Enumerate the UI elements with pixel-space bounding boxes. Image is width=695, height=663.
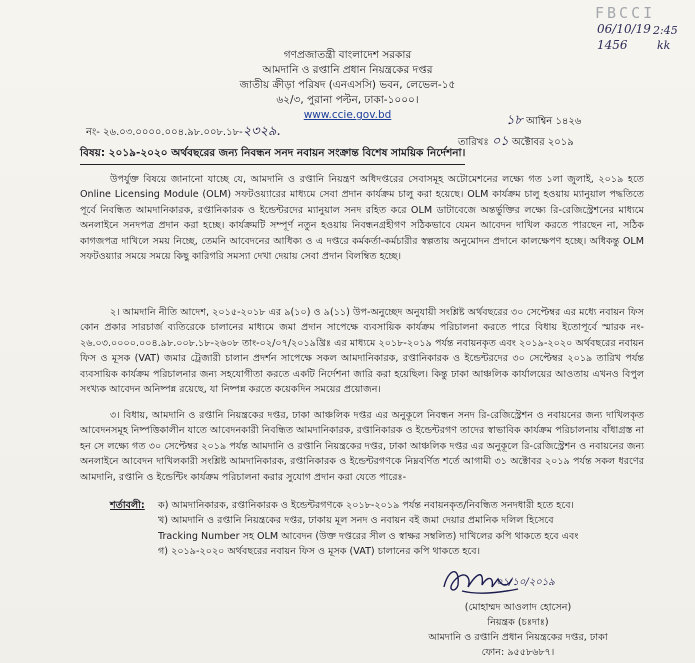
paragraph-2: ২। আমদানি নীতি আদেশ, ২০১৫-২০১৮ এর ৯(১০) ও ৯(১১) উপ-অনুচ্ছেদ অনুযায়ী সংশ্লিষ্ট অর্থবছরের ৩০ সেপ্টেম্বর এর মধ্যে নবায়ন ফিস কোন প্রকার সারচার্জ ব্যতিরেকে চালানের মাধ্যমে জমা প্রদান সাপেক্ষে ব্যবসায়িক কার্যক্রম পরিচালনা করতে পারে বিধায় ইতোপূর্বে স্মারক নং- ২৬.০৩.০০০০.০০৪.৯৮.০০৮.১৮-২৬০৮ তাং-০২/০৭/২০১৯খ্রিঃ এর মাধ্যমে ২০১৮-২০১৯ পর্যন্ত নবায়নকৃত এবং ২০১৯-২০২০ অর্থবছরের নবায়ন ফিস ও মূসক (VAT) জমার ট্রেজারী চালান প্রদর্শন সাপেক্ষে সকল আমদানিকারক, রপ্তানিকারক ও ইন্ডেন্টরদের ৩০ সেপ্টেম্বর ২০১৯ তারিখ পর্যন্ত ব্যবসায়িক কার্যক্রম পরিচালনার জন্য সহযোগীতা করতে একটি নির্দেশনা জারি করা হয়েছিল। কিন্তু ঢাকা আঞ্চলিক কার্যালয়ের আওতায় এখনও বিপুল সংখ্যক আবেদন অনিষ্পন্ন রয়েছে, যা নিষ্পন্ন করতে কয়েকদিন সময়ের প্রয়োজন। bbox=[80, 307, 644, 396]
condition-item: খ) আমদানি ও রপ্তানি নিয়ন্ত্রকের দপ্তর, ঢাকায় মূল সনদ ও নবায়ন বই জমা দেয়ার প্রমানিক দলিল হিসেবে bbox=[158, 515, 554, 527]
date-block bbox=[458, 111, 598, 153]
bangla-month: আশ্বিন ১৪২৬ bbox=[526, 116, 582, 127]
english-month: অক্টোবর ২০১৯ bbox=[511, 137, 574, 148]
header-line-4: ৬২/৩, পুরানা পল্টন, ঢাকা-১০০০। bbox=[276, 94, 419, 106]
condition-item: ক) আমদানিকারক, রপ্তানিকারক ও ইন্ডেন্টরগণকে ২০১৮-২০১৯ পর্যন্ত নবায়নকৃত/নিবন্ধিত সনদধারী হতে হবে। bbox=[158, 500, 574, 511]
stamp-time: 2:45 bbox=[653, 24, 678, 37]
memo-number-handwritten: ২৩২৯. bbox=[242, 124, 281, 139]
condition-item: Tracking Number সহ OLM আবেদন (উক্ত দপ্তরের সীল ও স্বাক্ষর সম্বলিত) দাখিলের কপি থাকতে হবে এবং bbox=[158, 530, 579, 542]
header-line-2: আমদানি ও রপ্তানি প্রধান নিয়ন্ত্রকের দপ্তর bbox=[262, 64, 433, 76]
stamp-org: FBCCI bbox=[595, 4, 656, 22]
paragraph-3: ৩। বিধায়, আমদানি ও রপ্তানি নিয়ন্ত্রকের দপ্তর, ঢাকা আঞ্চলিক দপ্তর এর অনুকূলে নিবন্ধন সনদ রি-রেজিস্ট্রেশন ও নবায়নের জন্য দাখিলকৃত আবেদনসমূহ নিষ্পত্তিকালীন যাতে আবেদনকারী নিবন্ধিত আমদানিকারক, রপ্তানিকারক ও ইন্ডেন্টরগণ তাদের স্বাভাবিক কার্যক্রম পরিচালনায় বাঁধাগ্রস্ত না হন সে লক্ষ্যে গত ৩০ সেপ্টেম্বর ২০১৯ পর্যন্ত আমদানি ও রপ্তানি নিয়ন্ত্রকের দপ্তর, ঢাকা আঞ্চলিক দপ্তর এর অনুকূলে রি-রেজিস্ট্রেশন ও নবায়নের জন্য অনলাইনে আবেদন দাখিলকারী সংশ্লিষ্ট আমদানিকারক, রপ্তানিকারক ও ইন্ডেন্টরগণকে নিম্নবর্ণিত শর্তে আগামী ৩১ অক্টোবর ২০১৯ পর্যন্ত সকল ধরণের আমদানি, রপ্তানি ও ইন্ডেন্টিং কার্যক্রম পরিচালনা করার সুযোগ প্রদান করা যেতে পারেঃ- bbox=[80, 410, 644, 483]
stamp-number: 1456 bbox=[597, 38, 628, 52]
memo-number bbox=[86, 122, 281, 143]
stamp-date: 06/10/19 bbox=[597, 22, 651, 36]
stamp-initials: kk bbox=[657, 39, 671, 52]
bangla-day: ১৮ bbox=[506, 113, 523, 128]
signatory-block bbox=[388, 600, 648, 660]
conditions-label: শর্তাবলী: bbox=[110, 500, 145, 511]
signature bbox=[438, 557, 568, 601]
website-link[interactable]: www.ccie.gov.bd bbox=[303, 109, 392, 121]
memo-prefix: নং- ২৬.০৩.০০০০.০০৪.৯৮.০০৮.১৮- bbox=[86, 127, 243, 138]
header-line-3: জাতীয় ক্রীড়া পরিষদ (এনএসসি) ভবন, লেভেল-১৫ bbox=[239, 79, 456, 91]
subject-line: বিষয়: ২০১৯-২০২০ অর্থবছরের জন্য নিবন্ধন সনদ নবায়ন সংক্রান্ত বিশেষ সাময়িক নির্দেশনা। bbox=[80, 146, 465, 165]
paragraph-1: উপর্যুক্ত বিষয়ে জানানো যাচ্ছে যে, আমদানি ও রপ্তানি নিয়ন্ত্রণ অধিদপ্তরের সেবাসমূহ অটোমেশনের লক্ষ্যে গত ১লা জুলাই, ২০১৯ হতে Online Licensing Module (OLM) সফটওয়্যারের মাধ্যমে সেবা প্রদান কার্যক্রম চালু করা হয়েছে। OLM কার্যক্রম চালু হওয়ায় ম্যানুয়াল পদ্ধতিতে পূর্বে নিবন্ধিত আমদানিকারক, রপ্তানিকারক ও ইন্ডেন্টরদের ম্যানুয়াল সনদ রহিত করে OLM ডাটাবেজে অন্তর্ভুক্তির লক্ষ্যে রি-রেজিস্ট্রেশনের মাধ্যমে অনলাইনে সনদপত্র প্রদান করা হচ্ছে। কার্যক্রমটি সম্পূর্ণ নতুন হওয়ায় নিবন্ধনগ্রহীগণ সঠিকভাবে যেমন আবেদন দাখিল করতে পারছেন না, সঠিক কাগজপত্র দাখিলে সময় নিচ্ছে, তেমনি আবেদনের আধিক্য ও এ দপ্তরে কর্মকর্তা-কর্মচারীর স্বল্পতায় অনুমোদন প্রদানে কালক্ষেপণ হচ্ছে। অধিকন্তু OLM সফটওয়্যার সময়ে সময়ে কিছু কারিগরি সমস্যা দেখা দেয়ায় সেবা প্রদান বিলম্বিত হচ্ছে। bbox=[80, 174, 644, 263]
signatory-designation: নিয়ন্ত্রক (চঃদাঃ) bbox=[487, 617, 549, 628]
condition-item: গ) ২০১৯-২০২০ অর্থবছরের নবায়ন ফিস ও মূসক (VAT) চালানের কপি থাকতে হবে। bbox=[158, 546, 481, 558]
signatory-name: (মোহাম্মদ আওলাদ হোসেন) bbox=[464, 602, 572, 613]
english-day: ০১ bbox=[491, 134, 509, 149]
signatory-office: আমদানি ও রপ্তানি প্রধান নিয়ন্ত্রকের দপ্তর, ঢাকা bbox=[428, 632, 608, 643]
signatory-phone: ফোন: ৯৫৫৮৬৮৭। bbox=[481, 647, 555, 658]
header-line-1: গণপ্রজাতন্ত্রী বাংলাদেশ সরকার bbox=[283, 49, 412, 61]
signature-date: ০১/১০/২০১৯ bbox=[496, 577, 555, 588]
receipt-stamp bbox=[557, 6, 677, 56]
date-label: তারিখঃ bbox=[458, 137, 489, 148]
